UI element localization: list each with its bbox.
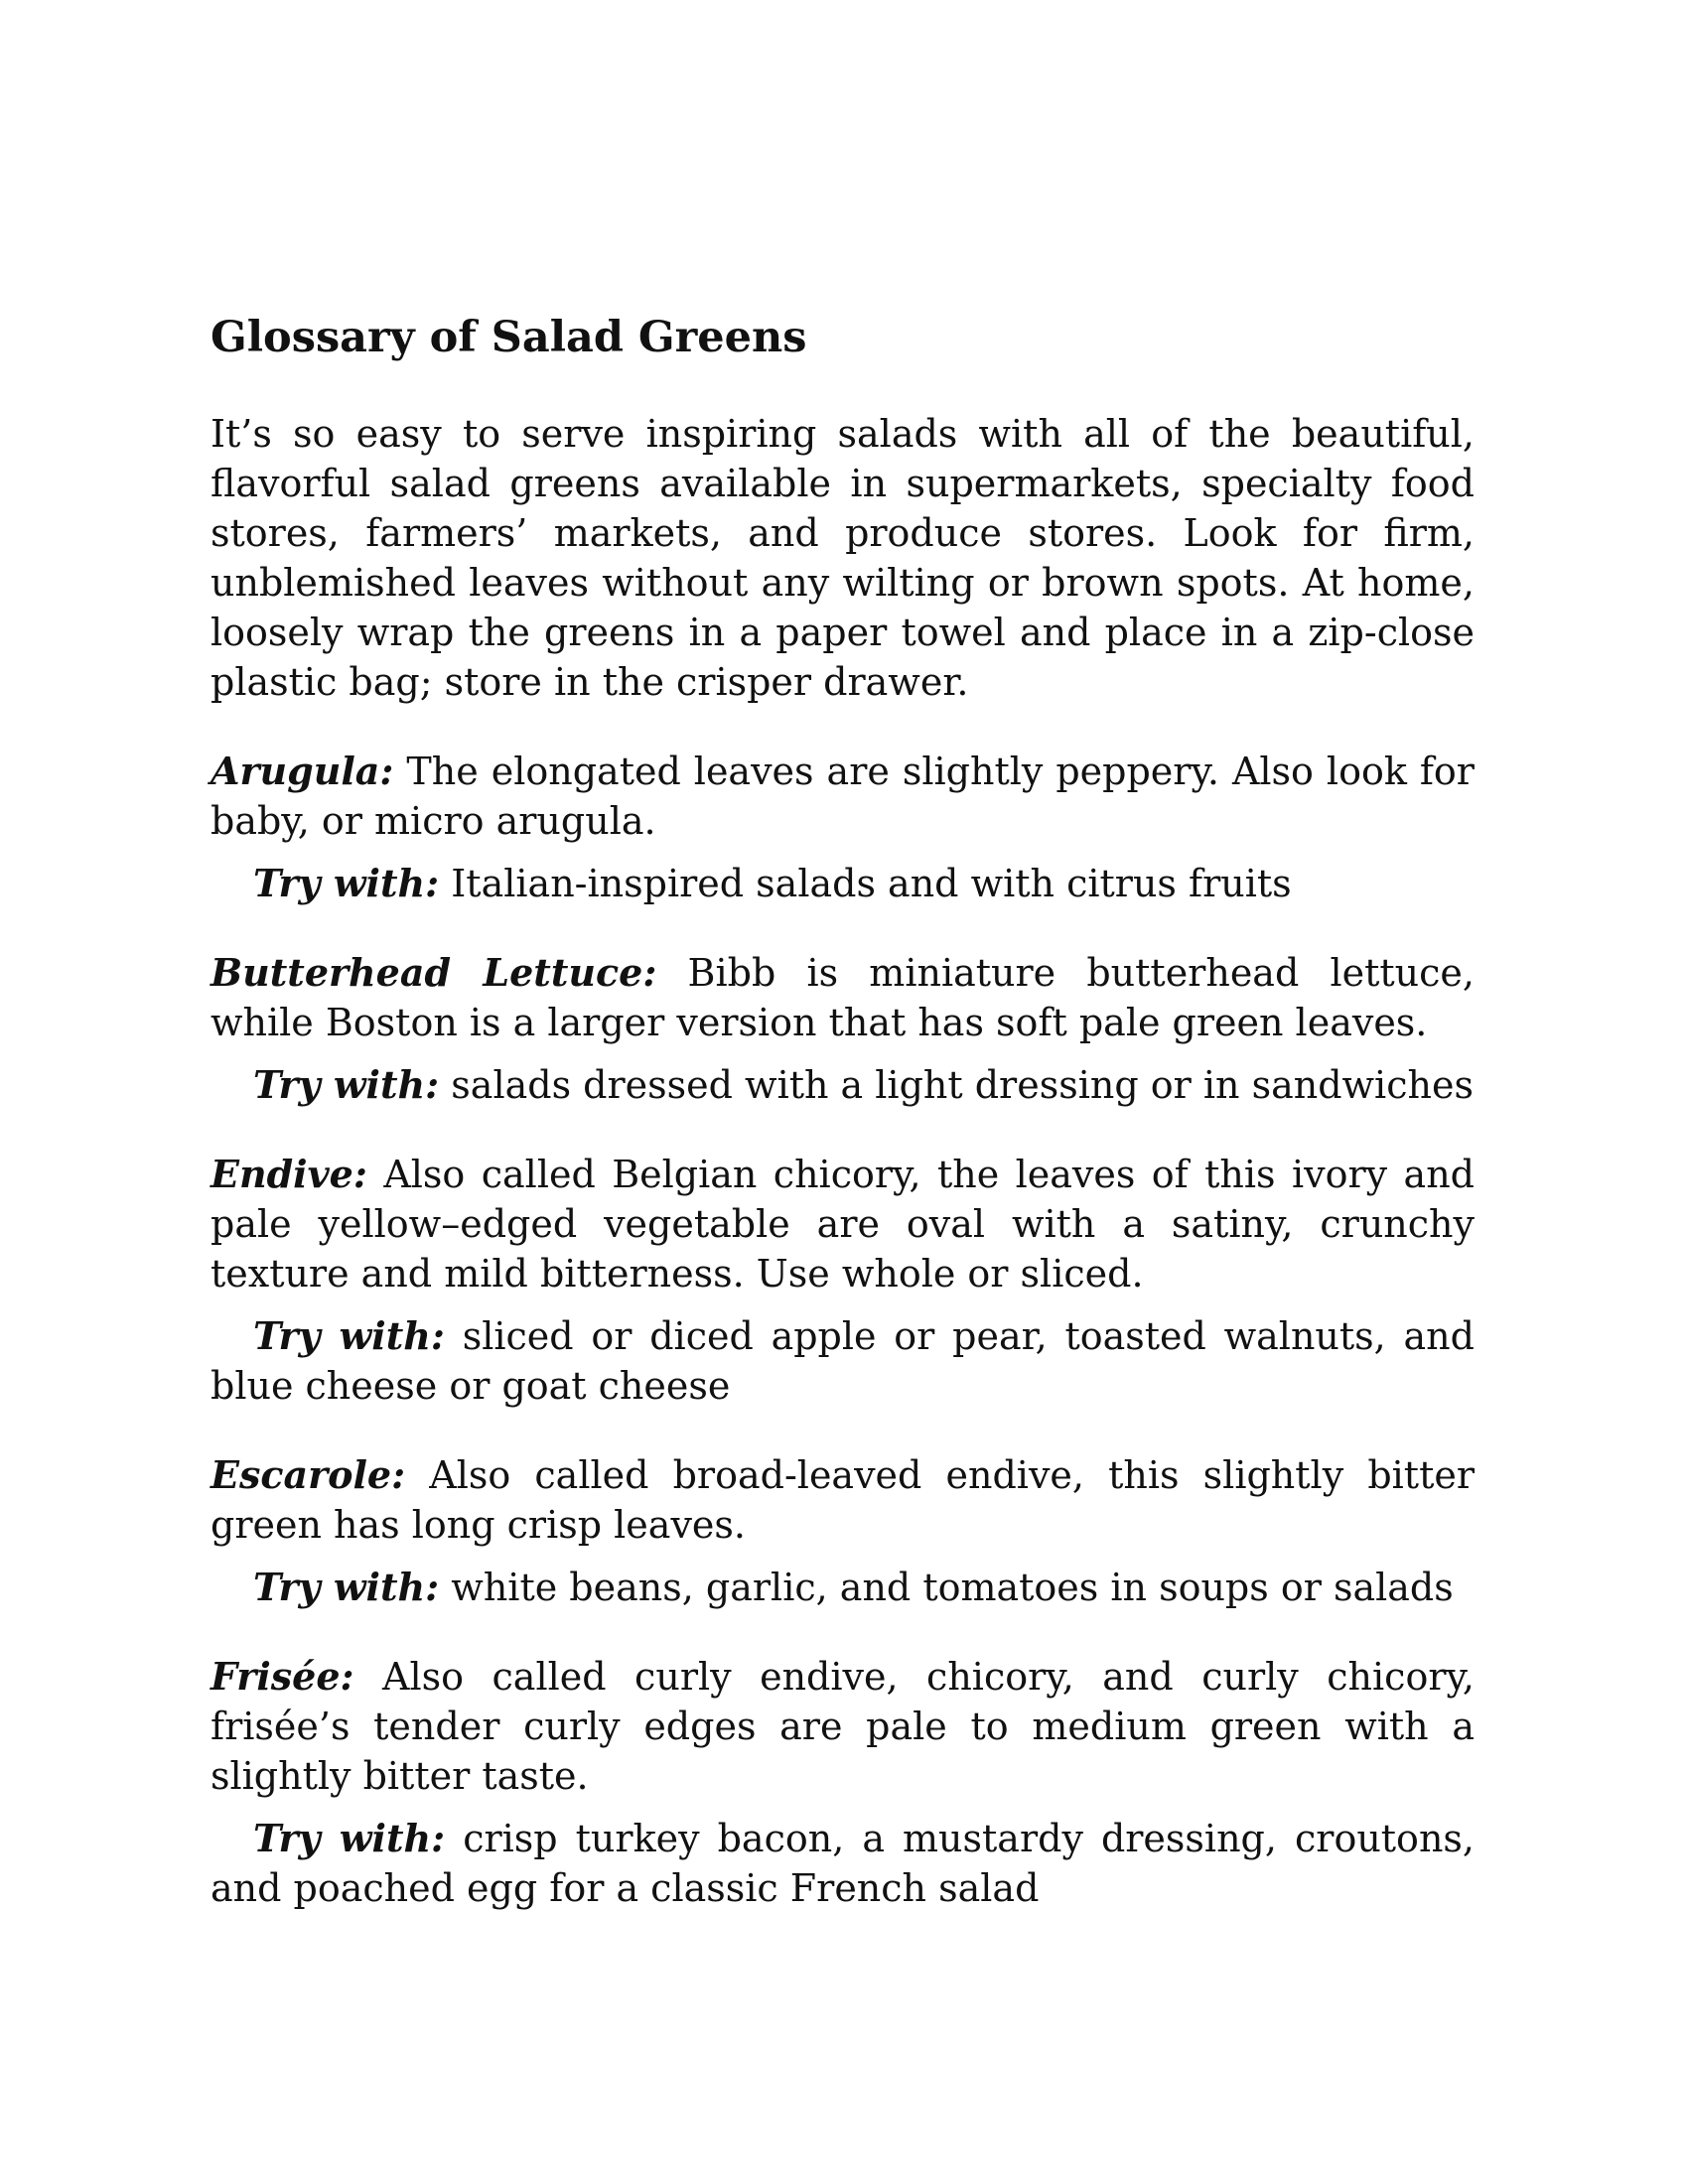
- entry-description: The elongated leaves are slightly peppery. Also look for baby, or micro arugula.: [211, 750, 1475, 843]
- entry-description: Also called curly endive, chicory, and curly chicory, frisée’s tender curly edges are pale to medium green with a slightly bitter taste.: [211, 1655, 1475, 1798]
- try-with-label: Try with:: [253, 1565, 440, 1609]
- entry-definition: [211, 1450, 1475, 1550]
- try-with-text: crisp turkey bacon, a mustardy dressing, croutons, and poached egg for a classic French salad: [211, 1817, 1475, 1910]
- entry-try-with: [211, 1060, 1475, 1110]
- entry-term: Butterhead Lettuce:: [211, 950, 657, 995]
- try-with-text: salads dressed with a light dressing or in sandwiches: [451, 1063, 1474, 1107]
- try-with-text: Italian-inspired salads and with citrus fruits: [451, 862, 1292, 905]
- entry-description: Also called Belgian chicory, the leaves of this ivory and pale yellow–edged vegetable are oval with a satiny, crunchy texture and mild bitterness. Use whole or sliced.: [211, 1153, 1475, 1296]
- glossary-entry-escarole: [211, 1450, 1475, 1612]
- entry-definition: [211, 1652, 1475, 1801]
- intro-paragraph: It’s so easy to serve inspiring salads with all of the beautiful, flavorful salad greens available in supermarkets, specialty food stores, farmers’ markets, and produce stores. Look for firm, unblemished leaves without any wilting or brown spots. At home, loosely wrap the greens in a paper towel and place in a zip-close plastic bag; store in the crisper drawer.: [211, 412, 1475, 704]
- try-with-label: Try with:: [253, 1816, 446, 1860]
- glossary-entry-frisee: [211, 1652, 1475, 1913]
- try-with-label: Try with:: [253, 861, 440, 905]
- entry-definition: [211, 948, 1475, 1047]
- entry-try-with: [211, 1563, 1475, 1612]
- page-title: Glossary of Salad Greens: [211, 313, 807, 362]
- try-with-text: white beans, garlic, and tomatoes in soups or salads: [451, 1566, 1454, 1609]
- try-with-text: sliced or diced apple or pear, toasted walnuts, and blue cheese or goat cheese: [211, 1314, 1475, 1408]
- entry-definition: [211, 747, 1475, 846]
- entry-term: Frisée:: [211, 1654, 354, 1699]
- entry-description: Also called broad-leaved endive, this slightly bitter green has long crisp leaves.: [211, 1453, 1475, 1547]
- entry-term: Arugula:: [211, 749, 394, 793]
- glossary-entry-endive: [211, 1150, 1475, 1411]
- entry-try-with: [211, 859, 1475, 908]
- entry-definition: [211, 1150, 1475, 1298]
- entry-try-with: [211, 1311, 1475, 1411]
- entry-term: Endive:: [211, 1152, 367, 1196]
- glossary-entry-arugula: [211, 747, 1475, 908]
- try-with-label: Try with:: [253, 1313, 445, 1358]
- entry-term: Escarole:: [211, 1452, 406, 1497]
- glossary-entry-butterhead-lettuce: [211, 948, 1475, 1110]
- try-with-label: Try with:: [253, 1062, 440, 1107]
- page-content: [211, 311, 1475, 1953]
- entry-description: Bibb is miniature butterhead lettuce, while Boston is a larger version that has soft pale green leaves.: [211, 951, 1475, 1044]
- entry-try-with: [211, 1814, 1475, 1913]
